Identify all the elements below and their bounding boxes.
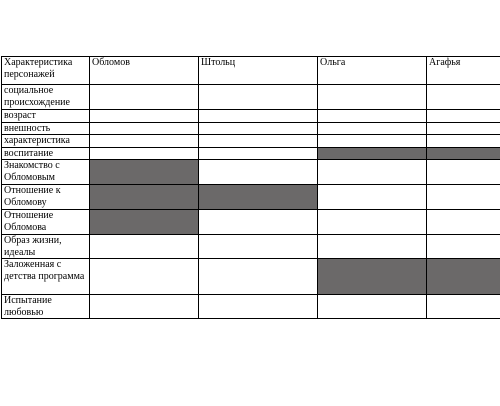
header-cell-oblomov: Обломов [90, 57, 199, 85]
row-label-cell: Отношение к Обломову [2, 185, 90, 210]
row-label-cell: внешность [2, 122, 90, 135]
row-label-cell: воспитание [2, 147, 90, 160]
empty-cell[interactable] [318, 295, 427, 319]
table-row [2, 85, 500, 110]
empty-cell[interactable] [199, 122, 318, 135]
row-label-cell: возраст [2, 110, 90, 123]
header-cell-label: Характеристика персонажей [2, 57, 90, 85]
row-label-cell: характеристика [2, 135, 90, 148]
table-row [2, 160, 500, 185]
empty-cell[interactable] [427, 235, 500, 259]
empty-cell[interactable] [90, 235, 199, 259]
table-body [2, 57, 500, 319]
table-row [2, 122, 500, 135]
row-label-cell: социальное происхождение [2, 85, 90, 110]
empty-cell[interactable] [427, 185, 500, 210]
empty-cell[interactable] [90, 122, 199, 135]
shaded-cell[interactable] [318, 147, 427, 160]
empty-cell[interactable] [199, 147, 318, 160]
character-comparison-table [1, 56, 500, 319]
row-label-cell: Заложенная с детства программа [2, 259, 90, 295]
table-row [2, 147, 500, 160]
shaded-cell[interactable] [318, 259, 427, 295]
table-row [2, 295, 500, 319]
empty-cell[interactable] [318, 122, 427, 135]
empty-cell[interactable] [199, 295, 318, 319]
empty-cell[interactable] [318, 135, 427, 148]
empty-cell[interactable] [199, 135, 318, 148]
empty-cell[interactable] [199, 210, 318, 235]
empty-cell[interactable] [318, 210, 427, 235]
empty-cell[interactable] [199, 235, 318, 259]
empty-cell[interactable] [90, 295, 199, 319]
character-table-container [0, 56, 500, 319]
empty-cell[interactable] [90, 110, 199, 123]
empty-cell[interactable] [199, 160, 318, 185]
header-cell-stolz: Штольц [199, 57, 318, 85]
row-label-cell: Знакомство с Обломовым [2, 160, 90, 185]
row-label-cell: Испытание любовью [2, 295, 90, 319]
table-row [2, 210, 500, 235]
table-row [2, 235, 500, 259]
table-row [2, 135, 500, 148]
shaded-cell[interactable] [427, 147, 500, 160]
empty-cell[interactable] [90, 85, 199, 110]
empty-cell[interactable] [199, 110, 318, 123]
empty-cell[interactable] [199, 85, 318, 110]
empty-cell[interactable] [427, 160, 500, 185]
row-label-cell: Отношение Обломова [2, 210, 90, 235]
empty-cell[interactable] [318, 160, 427, 185]
header-cell-olga: Ольга [318, 57, 427, 85]
empty-cell[interactable] [318, 110, 427, 123]
shaded-cell[interactable] [90, 160, 199, 185]
empty-cell[interactable] [427, 85, 500, 110]
empty-cell[interactable] [427, 210, 500, 235]
empty-cell[interactable] [90, 135, 199, 148]
table-row [2, 110, 500, 123]
shaded-cell[interactable] [199, 185, 318, 210]
empty-cell[interactable] [427, 122, 500, 135]
header-cell-agafya: Агафья [427, 57, 500, 85]
table-row [2, 259, 500, 295]
header-row [2, 57, 500, 85]
empty-cell[interactable] [318, 85, 427, 110]
empty-cell[interactable] [427, 135, 500, 148]
shaded-cell[interactable] [427, 259, 500, 295]
empty-cell[interactable] [199, 259, 318, 295]
empty-cell[interactable] [90, 147, 199, 160]
empty-cell[interactable] [318, 235, 427, 259]
row-label-cell: Образ жизни, идеалы [2, 235, 90, 259]
empty-cell[interactable] [318, 185, 427, 210]
empty-cell[interactable] [427, 295, 500, 319]
table-row [2, 185, 500, 210]
empty-cell[interactable] [90, 259, 199, 295]
shaded-cell[interactable] [90, 210, 199, 235]
empty-cell[interactable] [427, 110, 500, 123]
shaded-cell[interactable] [90, 185, 199, 210]
